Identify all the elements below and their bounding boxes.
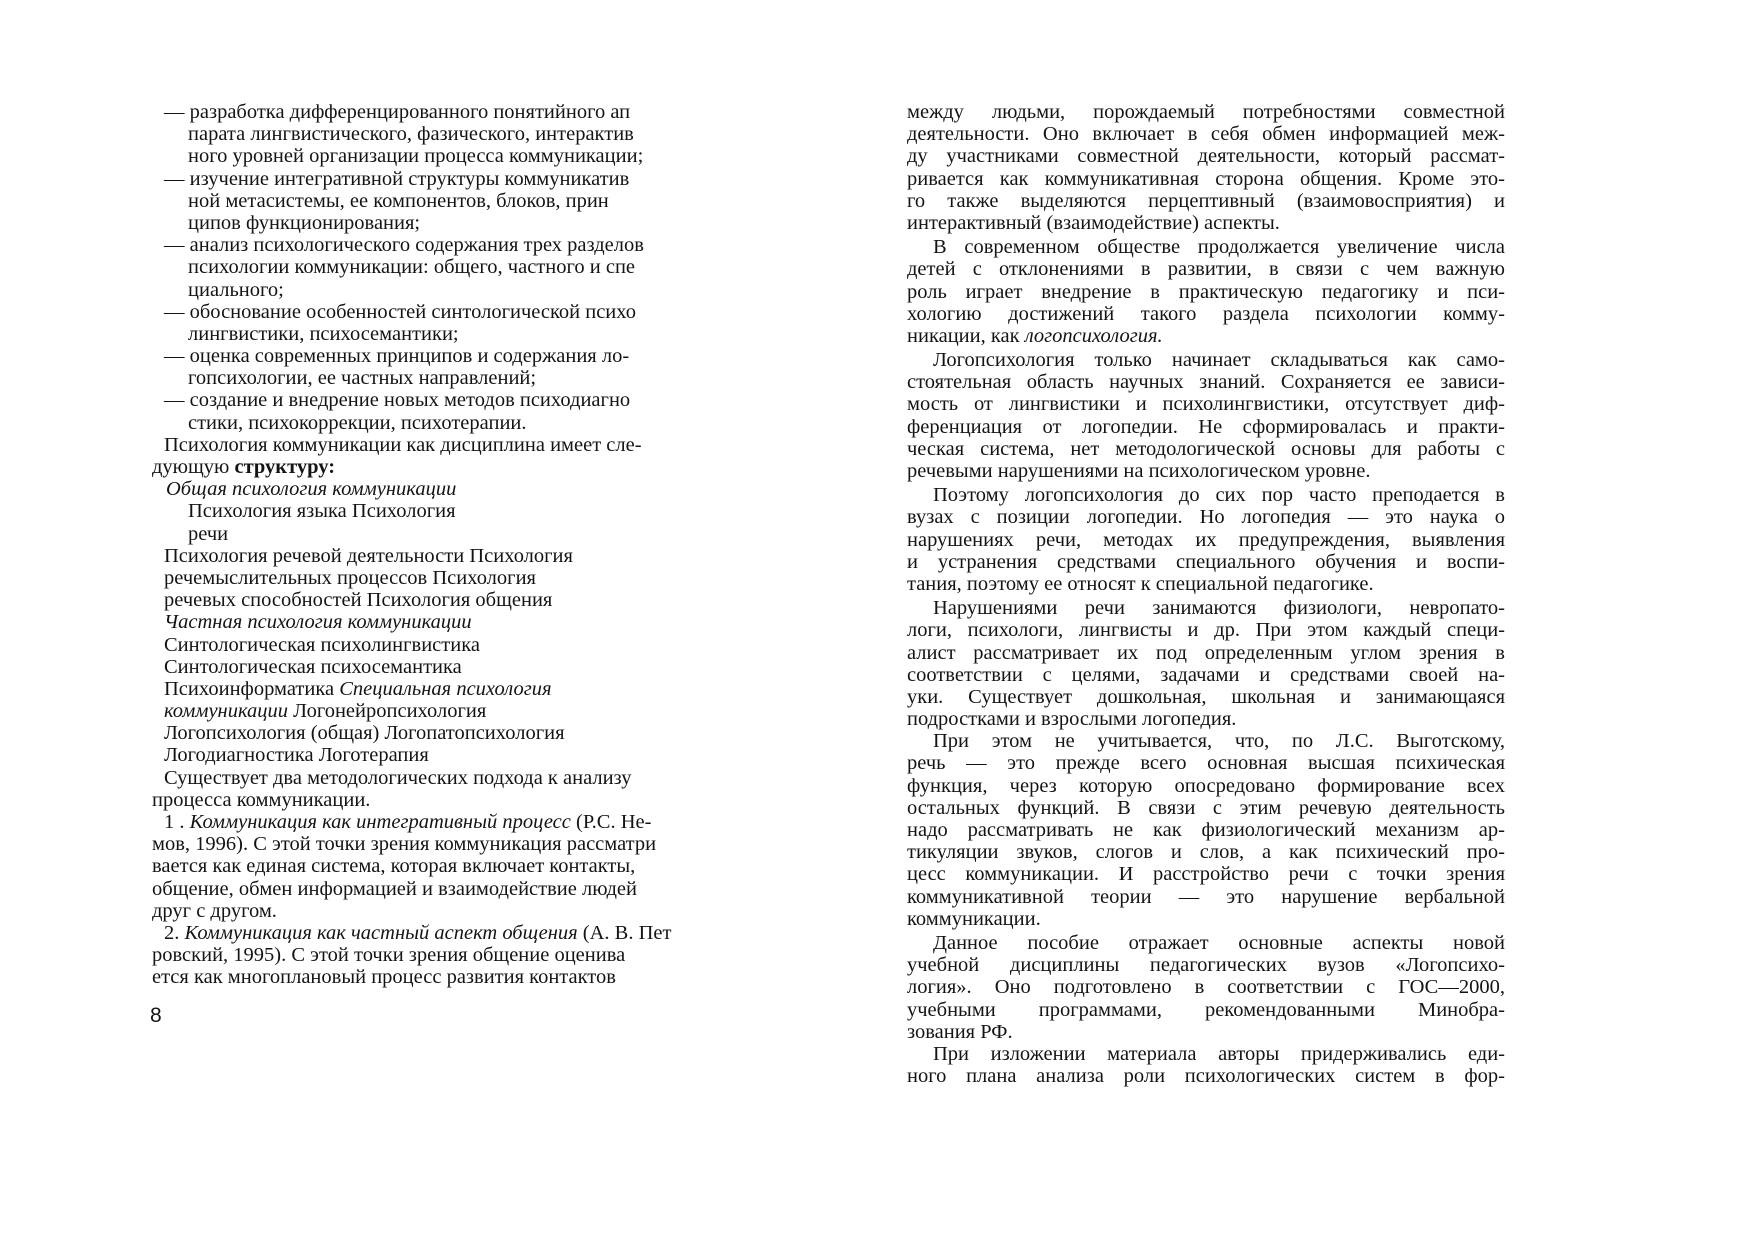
text-run: логи, психологи, лингвисты и др. При этом каждый специ- — [907, 619, 1505, 642]
text-line — [907, 976, 1505, 998]
text-line — [152, 878, 744, 900]
text-line — [907, 168, 1505, 190]
text-line — [152, 966, 744, 988]
text-run: Логопсихология (общая) Логопатопсихология — [164, 722, 565, 745]
text-run: соответствии с целями, задачами и средствами своей на- — [907, 663, 1505, 686]
text-line — [907, 886, 1505, 908]
text-line — [907, 775, 1505, 797]
text-run: ческая система, нет методологической основы для работы с — [907, 437, 1505, 460]
text-line — [152, 744, 744, 766]
text-run: циального; — [188, 278, 284, 301]
text-line — [907, 841, 1505, 863]
text-line — [152, 168, 744, 190]
text-run: — оценка современных принципов и содержания ло- — [164, 345, 630, 368]
text-run: интерактивный (взаимодействие) аспекты. — [907, 211, 1280, 234]
left-text-column — [152, 101, 744, 989]
text-line — [152, 234, 744, 256]
text-run: Синтологическая психосемантика — [164, 655, 462, 678]
text-run: мость от лингвистики и психолингвистики, отсутствует диф- — [907, 393, 1505, 416]
text-run: хологию достижений такого раздела психологии комму- — [907, 302, 1505, 325]
text-run: ного уровней организации процесса коммуникации; — [188, 145, 644, 168]
text-run: (Р.С. Не- — [570, 811, 652, 833]
left-page — [0, 0, 876, 1241]
text-run: При изложении материала авторы придерживались еди- — [933, 1042, 1505, 1065]
text-line — [907, 1043, 1505, 1065]
text-run: зования РФ. — [907, 1020, 1013, 1043]
text-line — [907, 529, 1505, 551]
text-run: го также выделяются перцептивный (взаимовосприятия) и — [907, 189, 1505, 212]
text-run: — изучение интегративной структуры коммуникатив — [164, 167, 630, 190]
text-line — [152, 145, 744, 167]
text-line — [152, 190, 744, 212]
text-run: мов, 1996). С этой точки зрения коммуникация рассматри — [152, 833, 657, 856]
text-line — [907, 101, 1505, 123]
text-line — [152, 678, 744, 700]
text-run: деятельности. Оно включает в себя обмен информацией меж- — [907, 123, 1505, 146]
text-run: В современном обществе продолжается увеличение числа — [933, 236, 1505, 259]
text-run: Психоинформатика — [164, 677, 340, 700]
text-run: алист рассматривает их под определенным углом зрения в — [907, 641, 1505, 664]
text-line — [907, 1021, 1505, 1043]
text-line — [152, 123, 744, 145]
text-line — [907, 303, 1505, 325]
text-run: друг с другом. — [152, 899, 277, 922]
text-line — [152, 478, 744, 500]
text-run: (А. В. Пет — [577, 921, 672, 944]
text-line — [907, 236, 1505, 258]
text-line — [907, 460, 1505, 482]
text-line — [152, 500, 744, 522]
text-run: Синтологическая психолингвистика — [164, 633, 480, 656]
text-run: цесс коммуникации. И расстройство речи с точки зрения — [907, 863, 1505, 886]
text-run: учебной дисциплины педагогических вузов «Логопсихо- — [907, 954, 1505, 977]
text-run: ной метасистемы, ее компонентов, блоков, прин — [188, 189, 609, 212]
text-line — [907, 416, 1505, 438]
text-run: — анализ психологического содержания трех разделов — [164, 234, 644, 257]
text-line — [907, 145, 1505, 167]
text-line — [907, 281, 1505, 303]
text-line — [907, 190, 1505, 212]
text-line — [152, 634, 744, 656]
text-line — [152, 922, 744, 944]
italic-text: Коммуникация как интегративный процесс — [189, 811, 571, 833]
italic-text: логопсихология. — [1024, 324, 1163, 347]
text-line — [907, 642, 1505, 664]
text-line — [907, 597, 1505, 619]
text-line — [907, 438, 1505, 460]
text-line — [152, 767, 744, 789]
text-line — [907, 393, 1505, 415]
text-run: между людьми, порождаемый потребностями совместной — [907, 101, 1505, 123]
text-line — [152, 656, 744, 678]
text-run: нарушениях речи, методах их предупреждения, выявления — [907, 528, 1505, 551]
text-run: Нарушениями речи занимаются физиологи, невропато- — [933, 597, 1505, 620]
text-run: Психология речевой деятельности Психология — [164, 544, 573, 567]
text-line — [152, 855, 744, 877]
text-line — [907, 258, 1505, 280]
text-run: — разработка дифференцированного понятийного ап — [164, 101, 631, 123]
text-line — [907, 371, 1505, 393]
right-page — [876, 0, 1753, 1241]
text-line — [907, 954, 1505, 976]
italic-text: Коммуникация как частный аспект общения — [184, 921, 578, 944]
text-run: процесса коммуникации. — [152, 788, 371, 811]
text-line — [152, 722, 744, 744]
italic-text: Общая психология коммуникации — [166, 478, 457, 501]
text-run: тания, поэтому ее относят к специальной педагогике. — [907, 572, 1374, 595]
text-run: вузах с позиции логопедии. Но логопедия — это наука о — [907, 506, 1505, 529]
text-line — [152, 301, 744, 323]
text-run: Психология коммуникации как дисциплина имеет сле- — [164, 433, 642, 456]
text-line — [907, 1065, 1505, 1087]
text-run: При этом не учитывается, что, по Л.С. Выготскому, — [933, 730, 1505, 753]
text-run: тикуляции звуков, слогов и слов, а как психический про- — [907, 841, 1505, 864]
text-line — [907, 908, 1505, 930]
text-line — [152, 212, 744, 234]
text-line — [907, 212, 1505, 234]
text-run: речь — это прежде всего основная высшая психическая — [907, 752, 1505, 775]
text-line — [152, 811, 744, 833]
text-run: речемыслительных процессов Психология — [164, 566, 536, 589]
text-line — [152, 789, 744, 811]
text-run: психологии коммуникации: общего, частного и спе — [188, 256, 636, 279]
text-run: и устранения средствами специального обучения и воспи- — [907, 550, 1505, 573]
italic-text: коммуникации — [164, 700, 289, 723]
text-line — [907, 506, 1505, 528]
right-text-column — [907, 101, 1505, 1087]
text-run: стики, психокоррекции, психотерапии. — [188, 411, 527, 434]
text-line — [152, 101, 744, 123]
text-run: подростками и взрослыми логопедия. — [907, 708, 1237, 731]
text-line — [907, 573, 1505, 595]
text-line — [907, 863, 1505, 885]
text-run: Логонейропсихология — [288, 700, 487, 723]
text-line — [152, 900, 744, 922]
text-line — [907, 551, 1505, 573]
text-line — [907, 349, 1505, 371]
text-run: ется как многоплановый процесс развития контактов — [152, 966, 616, 989]
text-line — [907, 752, 1505, 774]
text-run: дующую — [152, 456, 235, 478]
text-run: — создание и внедрение новых методов психодиагно — [164, 389, 631, 412]
text-line — [152, 567, 744, 589]
text-run: уки. Существует дошкольная, школьная и занимающаяся — [907, 685, 1505, 708]
text-run: ципов функционирования; — [188, 211, 421, 234]
text-line — [152, 389, 744, 411]
text-run: ду участниками совместной деятельности, который рассмат- — [907, 145, 1505, 168]
text-run: логия». Оно подготовлено в соответствии с ГОС—2000, — [907, 976, 1505, 999]
text-run: Психология языка Психология — [188, 500, 456, 523]
text-line — [907, 819, 1505, 841]
text-run: надо рассматривать не как физиологический механизм ар- — [907, 819, 1505, 841]
text-run: речи — [188, 522, 229, 545]
italic-text: Специальная психология — [339, 677, 552, 700]
text-run: ного плана анализа роли психологических систем в фор- — [907, 1065, 1505, 1088]
text-line — [152, 833, 744, 855]
text-run: лингвистики, психосемантики; — [188, 322, 459, 345]
text-line — [152, 256, 744, 278]
text-run: Логопсихология только начинает складываться как само- — [933, 349, 1505, 372]
text-line — [907, 325, 1505, 347]
text-line — [907, 797, 1505, 819]
text-run: гопсихологии, ее частных направлений; — [188, 367, 537, 390]
text-run: коммуникации. — [907, 907, 1041, 930]
text-line — [907, 123, 1505, 145]
page-number: 8 — [150, 1004, 162, 1027]
text-run: Данное пособие отражает основные аспекты новой — [933, 931, 1505, 954]
text-run: ривается как коммуникативная сторона общения. Кроме это- — [907, 167, 1505, 190]
italic-text: Частная психология коммуникации — [164, 611, 472, 634]
text-run: 1 . — [164, 811, 190, 833]
text-run: — обоснование особенностей синтологической психо — [164, 300, 636, 323]
bold-text: структуру: — [234, 456, 336, 478]
text-run: функция, через которую опосредовано формирование всех — [907, 774, 1505, 797]
text-run: остальных функций. В связи с этим речевую деятельность — [907, 796, 1505, 819]
text-run: речевых способностей Психология общения — [164, 589, 553, 612]
text-line — [152, 434, 744, 456]
text-line — [152, 323, 744, 345]
text-run: ровский, 1995). С этой точки зрения общение оценива — [152, 944, 626, 967]
text-line — [152, 523, 744, 545]
text-line — [152, 412, 744, 434]
text-line — [907, 619, 1505, 641]
text-line — [152, 611, 744, 633]
text-run: детей с отклонениями в развитии, в связи с чем важную — [907, 258, 1505, 281]
text-line — [907, 708, 1505, 730]
text-run: Логодиагностика Логотерапия — [164, 744, 429, 767]
text-run: учебными программами, рекомендованными Минобра- — [907, 998, 1505, 1021]
text-line — [907, 484, 1505, 506]
text-line — [152, 345, 744, 367]
text-run: коммуникативной теории — это нарушение вербальной — [907, 885, 1505, 908]
text-run: роль играет внедрение в практическую педагогику и пси- — [907, 280, 1505, 303]
text-line — [907, 664, 1505, 686]
text-run: вается как единая система, которая включает контакты, — [152, 855, 636, 878]
text-run: Существует два методологических подхода к анализу — [164, 766, 632, 789]
text-run: стоятельная область научных знаний. Сохраняется ее зависи- — [907, 371, 1505, 394]
text-line — [152, 456, 744, 478]
text-line — [907, 999, 1505, 1021]
text-line — [907, 932, 1505, 954]
text-line — [152, 589, 744, 611]
text-run: Поэтому логопсихология до сих пор часто преподается в — [933, 484, 1505, 507]
text-line — [152, 944, 744, 966]
text-run: общение, обмен информацией и взаимодействие людей — [152, 877, 637, 900]
text-run: ференциация от логопедии. Не сформировалась и практи- — [907, 415, 1505, 438]
text-run: речевыми нарушениями на психологическом уровне. — [907, 460, 1371, 482]
text-run: парата лингвистического, фазического, интерактив — [188, 123, 634, 146]
text-line — [152, 279, 744, 301]
text-line — [152, 367, 744, 389]
text-run: 2. — [164, 921, 185, 944]
text-line — [907, 730, 1505, 752]
text-run: никации, как — [907, 324, 1025, 347]
text-line — [152, 700, 744, 722]
text-line — [152, 545, 744, 567]
text-line — [907, 686, 1505, 708]
